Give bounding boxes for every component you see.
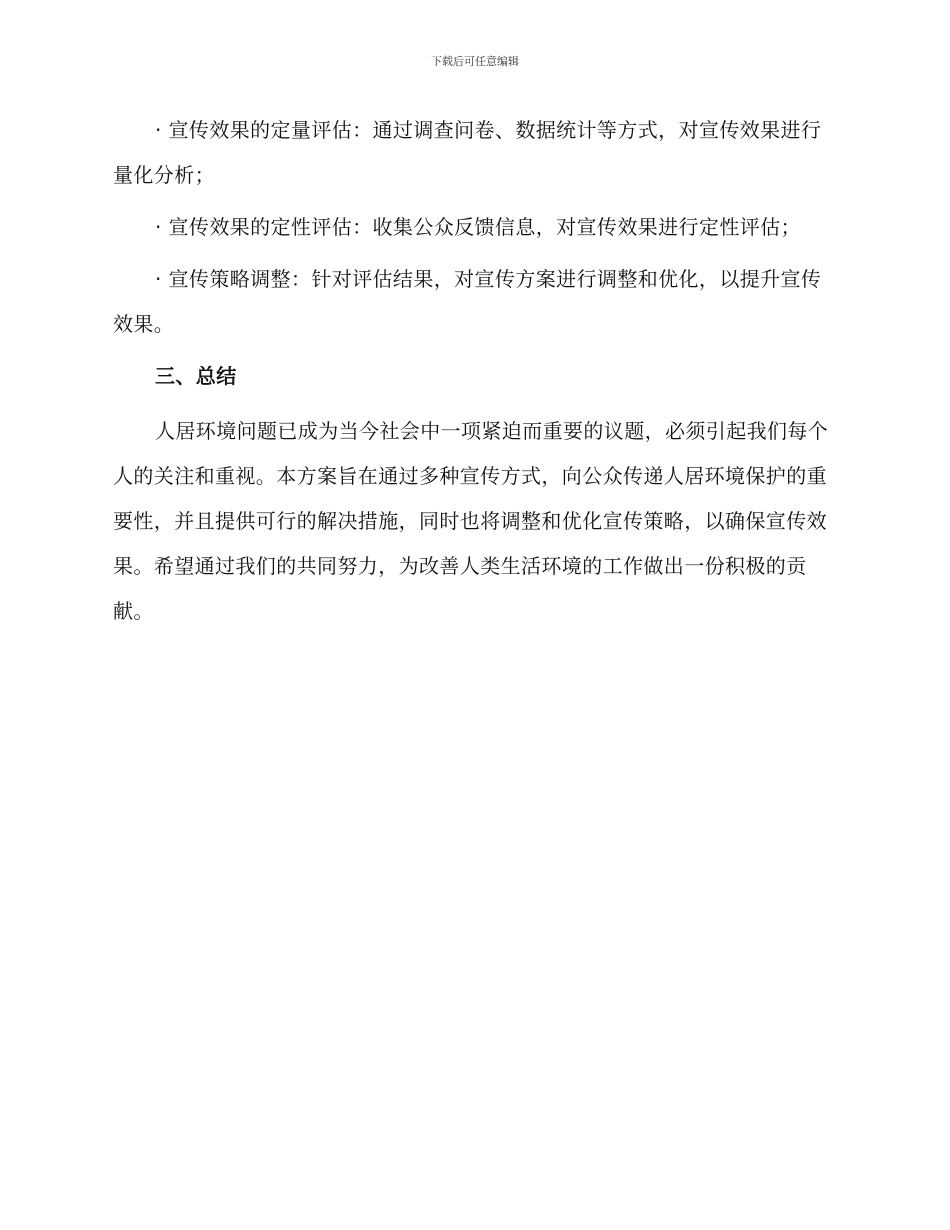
page-header: 下载后可任意编辑 [431,55,519,68]
document-body [113,108,835,634]
bullet-qualitative-evaluation: · 宣传效果的定性评估：收集公众反馈信息，对宣传效果进行定性评估； [155,215,801,239]
bullet-strategy-adjustment: · 宣传策略调整：针对评估结果，对宣传方案进行调整和优化，以提升宣传效果。 [113,267,822,336]
section-heading-summary: 三、总结 [155,364,237,388]
bullet-quantitative-evaluation: · 宣传效果的定量评估：通过调查问卷、数据统计等方式，对宣传效果进行量化分析； [113,118,822,187]
summary-paragraph: 人居环境问题已成为当今社会中一项紧迫而重要的议题，必须引起我们每个人的关注和重视。本方案旨在通过多种宣传方式，向公众传递人居环境保护的重要性，并且提供可行的解决措施，同时也将调整和优化宣传策略，以确保宣传效果。希望通过我们的共同努力，为改善人类生活环境的工作做出一份积极的贡献。 [113,419,829,623]
